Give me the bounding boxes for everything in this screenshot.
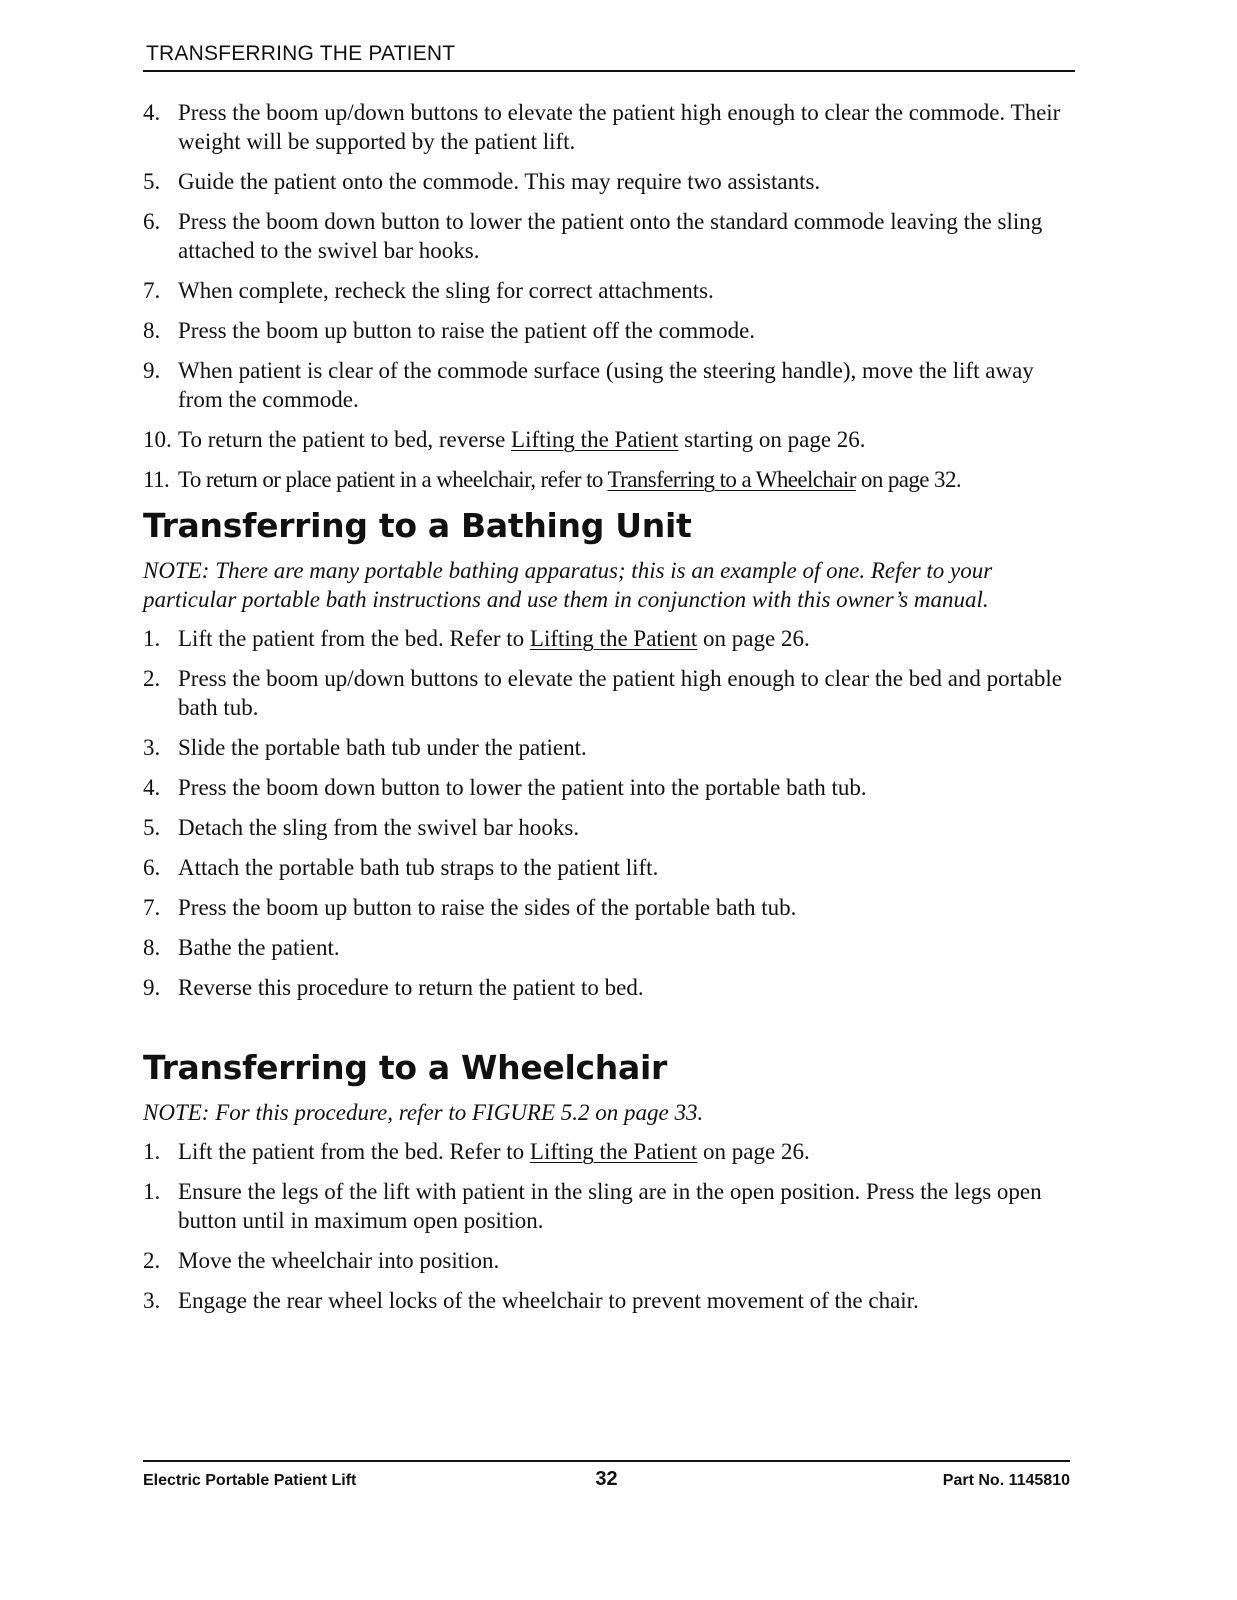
step-text bbox=[178, 773, 1083, 802]
step-text-segment: Slide the portable bath tub under the patient. bbox=[178, 735, 587, 760]
step-number: 8. bbox=[143, 318, 161, 343]
step-number: 5. bbox=[143, 169, 161, 194]
list-item bbox=[143, 813, 1083, 842]
step-text bbox=[178, 1246, 1083, 1275]
list-item bbox=[143, 664, 1083, 722]
section-heading-wheelchair: Transferring to a Wheelchair bbox=[143, 1048, 667, 1087]
step-text bbox=[178, 1137, 1083, 1166]
step-text-segment: Ensure the legs of the lift with patient in the sling are in the open position. Press the legs open button until in maximum open position. bbox=[178, 1179, 1042, 1233]
footer-part-number: Part No. 1145810 bbox=[942, 1472, 1070, 1489]
step-text bbox=[178, 1177, 1083, 1235]
header-rule bbox=[143, 70, 1075, 72]
step-text-segment: Bathe the patient. bbox=[178, 935, 340, 960]
step-text-segment: Guide the patient onto the commode. This may require two assistants. bbox=[178, 169, 821, 194]
step-text-segment: on page 26. bbox=[697, 1139, 810, 1164]
step-text bbox=[178, 1286, 1083, 1315]
list-item bbox=[143, 773, 1083, 802]
step-number: 3. bbox=[143, 735, 161, 760]
running-header: TRANSFERRING THE PATIENT bbox=[146, 42, 456, 65]
step-number: 8. bbox=[143, 935, 161, 960]
continued-step-list bbox=[143, 98, 1083, 494]
step-text-segment: Move the wheelchair into position. bbox=[178, 1248, 500, 1273]
list-item bbox=[143, 853, 1083, 882]
step-text bbox=[178, 167, 1083, 196]
step-number: 10. bbox=[143, 427, 172, 452]
step-text-segment: Attach the portable bath tub straps to the patient lift. bbox=[178, 855, 659, 880]
step-text-segment: Reverse this procedure to return the patient to bed. bbox=[178, 975, 644, 1000]
bathing-note: NOTE: There are many portable bathing apparatus; this is an example of one. Refer to your particular portable bath instructions and use them in conjunction with this owner’s manual. bbox=[143, 558, 993, 612]
page-footer bbox=[143, 1470, 1070, 1494]
step-number: 9. bbox=[143, 358, 161, 383]
step-number: 1. bbox=[143, 626, 161, 651]
step-number: 2. bbox=[143, 1248, 161, 1273]
step-number: 2. bbox=[143, 666, 161, 691]
step-text-segment: on page 32. bbox=[855, 467, 961, 492]
step-text-segment: Press the boom down button to lower the patient into the portable bath tub. bbox=[178, 775, 867, 800]
step-text bbox=[178, 853, 1083, 882]
page-number: 32 bbox=[595, 1468, 618, 1490]
step-text bbox=[178, 207, 1083, 265]
step-number: 7. bbox=[143, 278, 161, 303]
step-number: 4. bbox=[143, 100, 161, 125]
step-number: 1. bbox=[143, 1139, 161, 1164]
step-text bbox=[178, 624, 1083, 653]
list-item bbox=[143, 1177, 1083, 1235]
footer-manual-title: Electric Portable Patient Lift bbox=[143, 1472, 357, 1489]
step-text bbox=[178, 664, 1083, 722]
wheelchair-note: NOTE: For this procedure, refer to FIGURE 5.2 on page 33. bbox=[143, 1100, 704, 1125]
step-text-segment: Lift the patient from the bed. Refer to bbox=[178, 626, 530, 651]
step-text-segment: Engage the rear wheel locks of the wheelchair to prevent movement of the chair. bbox=[178, 1288, 919, 1313]
cross-reference-link[interactable]: Lifting the Patient bbox=[529, 626, 698, 651]
list-item bbox=[143, 316, 1083, 345]
wheelchair-step-list bbox=[143, 1137, 1083, 1315]
step-text-segment: Press the boom up/down buttons to elevate the patient high enough to clear the bed and portable bath tub. bbox=[178, 666, 1063, 720]
list-item bbox=[143, 465, 1083, 494]
list-item bbox=[143, 276, 1083, 305]
step-text bbox=[178, 356, 1083, 414]
step-number: 9. bbox=[143, 975, 161, 1000]
step-number: 4. bbox=[143, 775, 161, 800]
step-text bbox=[178, 973, 1083, 1002]
list-item bbox=[143, 1137, 1083, 1166]
step-text-segment: on page 26. bbox=[697, 626, 810, 651]
footer-rule bbox=[143, 1460, 1070, 1462]
step-text bbox=[178, 425, 1083, 454]
list-item bbox=[143, 733, 1083, 762]
step-number: 3. bbox=[143, 1288, 161, 1313]
list-item bbox=[143, 207, 1083, 265]
step-text-segment: Press the boom up button to raise the patient off the commode. bbox=[178, 318, 756, 343]
step-text-segment: starting on page 26. bbox=[678, 427, 866, 452]
step-number: 6. bbox=[143, 855, 161, 880]
list-item bbox=[143, 973, 1083, 1002]
list-item bbox=[143, 425, 1083, 454]
step-text-segment: Press the boom down button to lower the patient onto the standard commode leaving the sling attached to the swivel bar hooks. bbox=[178, 209, 1043, 263]
step-text-segment: Press the boom up button to raise the sides of the portable bath tub. bbox=[178, 895, 797, 920]
step-text-segment: Press the boom up/down buttons to elevate the patient high enough to clear the commode. Their weight will be supported by the patient lift. bbox=[178, 100, 1061, 154]
cross-reference-link[interactable]: Transferring to a Wheelchair bbox=[607, 467, 856, 492]
step-text bbox=[178, 893, 1083, 922]
list-item bbox=[143, 624, 1083, 653]
list-item bbox=[143, 356, 1083, 414]
list-item bbox=[143, 167, 1083, 196]
page-content bbox=[143, 98, 1083, 1326]
step-text-segment: Lift the patient from the bed. Refer to bbox=[178, 1139, 530, 1164]
bathing-step-list bbox=[143, 624, 1083, 1002]
step-text bbox=[178, 98, 1083, 156]
step-text bbox=[178, 465, 1083, 494]
step-text-segment: To return the patient to bed, reverse bbox=[178, 427, 512, 452]
step-text bbox=[178, 813, 1083, 842]
list-item bbox=[143, 1246, 1083, 1275]
step-number: 6. bbox=[143, 209, 161, 234]
step-text bbox=[178, 933, 1083, 962]
step-text-segment: To return or place patient in a wheelchair, refer to bbox=[178, 467, 608, 492]
list-item bbox=[143, 893, 1083, 922]
step-text bbox=[178, 733, 1083, 762]
list-item bbox=[143, 933, 1083, 962]
section-heading-bathing: Transferring to a Bathing Unit bbox=[143, 506, 692, 545]
step-number: 11. bbox=[143, 467, 170, 492]
step-number: 1. bbox=[143, 1179, 161, 1204]
step-text-segment: Detach the sling from the swivel bar hooks. bbox=[178, 815, 580, 840]
step-text bbox=[178, 316, 1083, 345]
list-item bbox=[143, 1286, 1083, 1315]
step-text-segment: When patient is clear of the commode surface (using the steering handle), move the lift away from the commode. bbox=[178, 358, 1034, 412]
list-item bbox=[143, 98, 1083, 156]
step-text-segment: When complete, recheck the sling for correct attachments. bbox=[178, 278, 714, 303]
step-number: 7. bbox=[143, 895, 161, 920]
step-number: 5. bbox=[143, 815, 161, 840]
step-text bbox=[178, 276, 1083, 305]
cross-reference-link[interactable]: Lifting the Patient bbox=[511, 427, 679, 452]
cross-reference-link[interactable]: Lifting the Patient bbox=[529, 1139, 698, 1164]
